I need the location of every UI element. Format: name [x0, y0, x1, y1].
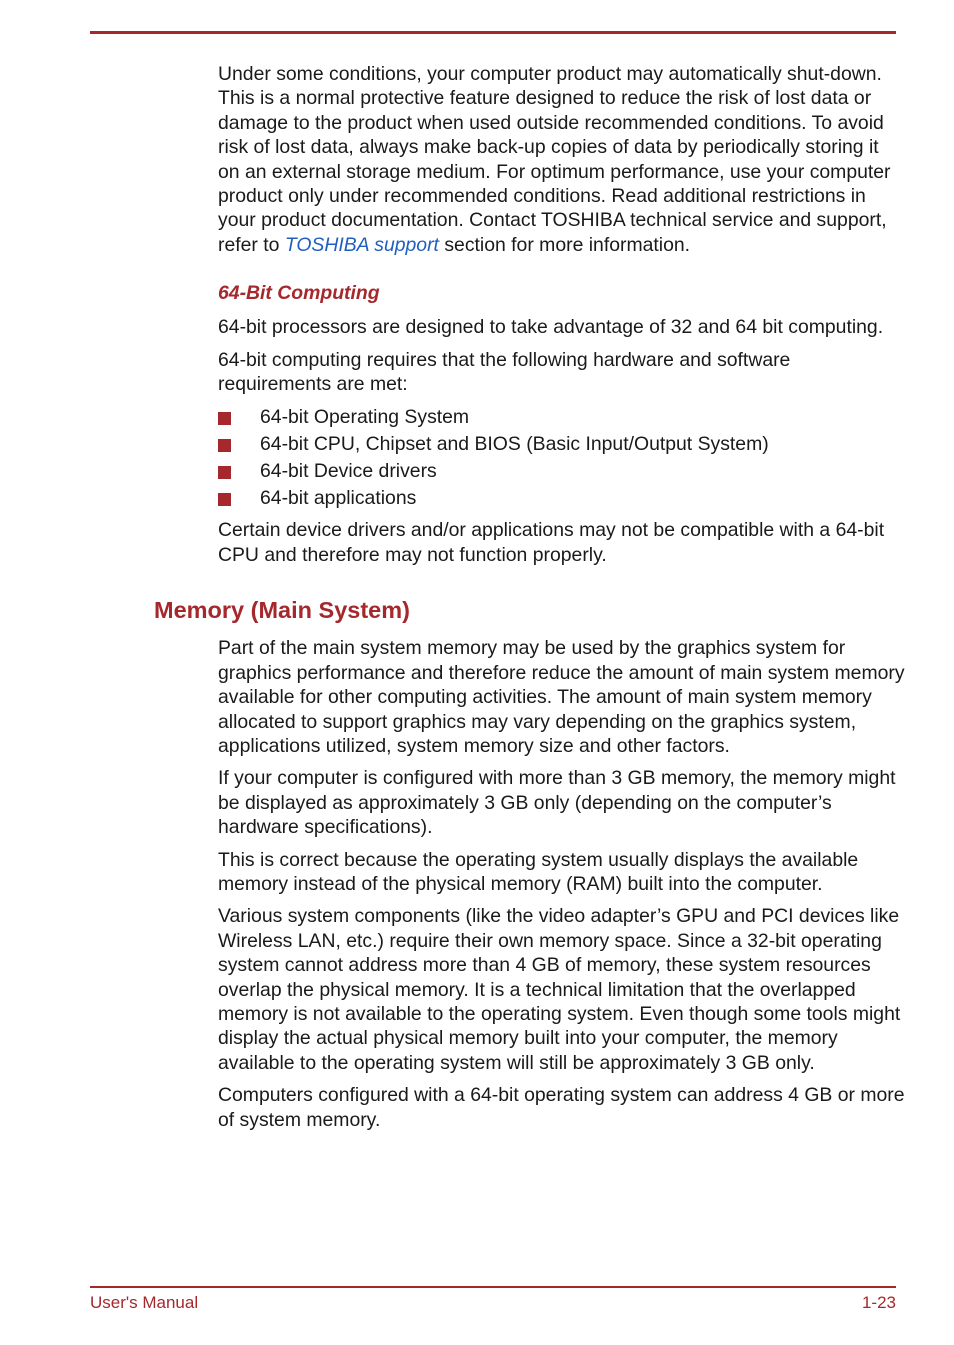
list-item: [218, 431, 908, 458]
list-item-label: 64-bit Device drivers: [260, 460, 437, 483]
memory-section-heading: Memory (Main System): [154, 597, 410, 624]
footer-rule: [90, 1286, 896, 1288]
list-item-label: 64-bit CPU, Chipset and BIOS (Basic Input/Output System): [260, 433, 769, 456]
toshiba-support-link[interactable]: TOSHIBA support: [284, 233, 439, 256]
page-number: 1-23: [861, 1293, 896, 1312]
bullet-square-icon: [218, 466, 231, 479]
header-rule: [90, 31, 896, 34]
list-item-label: 64-bit Operating System: [260, 406, 470, 429]
list-item-label: 64-bit applications: [260, 487, 417, 510]
bit-computing-paragraph-2: 64-bit computing requires that the following hardware and software requirements are met:: [218, 348, 791, 396]
list-item: [218, 404, 908, 431]
memory-paragraph-2: If your computer is configured with more than 3 GB memory, the memory might be displayed as approximately 3 GB only (depending on the computer’s hardware specifications).: [218, 767, 896, 839]
bit-computing-paragraph-3: Certain device drivers and/or applications may not be compatible with a 64-bit CPU and therefore may not function properly.: [218, 519, 885, 566]
memory-paragraph-3: This is correct because the operating system usually displays the available memory instead of the physical memory (RAM) built into the computer.: [218, 848, 859, 895]
intro-text: Under some conditions, your computer product may automatically shut-down. This is a normal protective feature designed to reduce the risk of lost data or damage to the product when used outside recommended conditions. To avoid risk of lost data, always make back-up copies of data by periodically storing it on an external storage medium. For optimum performance, use your computer product only under recommended conditions. Read additional restrictions in your product documentation. Contact TOSHIBA technical service and support, refer to: [218, 63, 891, 256]
intro-text-end: section for more information.: [438, 233, 691, 256]
list-item: [218, 458, 908, 485]
intro-paragraph: [218, 62, 898, 257]
list-item: [218, 485, 908, 512]
memory-paragraph-1: Part of the main system memory may be used by the graphics system for graphics performance and therefore reduce the amount of main system memory available for other computing activities. The amount of main system memory allocated to support graphics may vary depending on the graphics system, applications utilized, system memory size and other factors.: [218, 637, 905, 757]
bullet-square-icon: [218, 412, 231, 425]
memory-paragraph-5: Computers configured with a 64-bit operating system can address 4 GB or more of system memory.: [218, 1084, 905, 1131]
bullet-square-icon: [218, 493, 231, 506]
bit-computing-heading: 64-Bit Computing: [218, 282, 380, 305]
footer-manual-title: User's Manual: [90, 1293, 199, 1312]
page-content: [154, 62, 908, 1140]
requirements-list: [218, 404, 908, 512]
memory-paragraph-4: Various system components (like the video adapter’s GPU and PCI devices like Wireless LAN, etc.) require their own memory space. Since a 32-bit operating system cannot address more than 4 GB of memory, these system resources overlap the physical memory. It is a technical limitation that the overlapped memory is not available to the operating system. Even though some tools might display the actual physical memory built into your computer, the memory available to the operating system will still be approximately 3 GB only.: [218, 905, 901, 1074]
bit-computing-paragraph-1: 64-bit processors are designed to take advantage of 32 and 64 bit computing.: [218, 316, 884, 339]
bullet-square-icon: [218, 439, 231, 452]
